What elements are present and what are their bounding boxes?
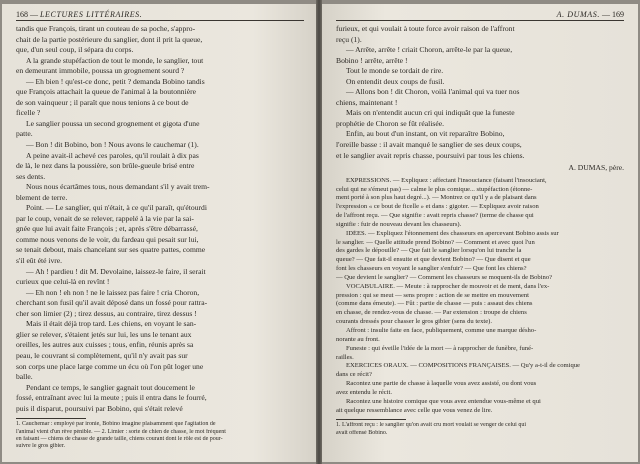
text-line: que, d'un seul coup, il sépara du corps.	[16, 45, 134, 55]
text-line: s'il eût été ivre.	[16, 256, 63, 266]
left-page-header: 168 — LECTURES LITTÉRAIRES.	[16, 10, 304, 21]
text-line: EXERCICES ORAUX. — COMPOSITIONS FRANÇAISES. — Qu'y a-t-il de comique	[346, 362, 580, 370]
text-line: signifie : fuir de nouveau devant les chasseurs).	[336, 220, 462, 228]
text-line: A la grande stupéfaction de tout le monde, le sanglier, tout	[26, 55, 204, 65]
text-line: Mais il était déjà trop tard. Les chiens, en voyant le san-	[26, 319, 197, 329]
text-line: et le sanglier avait repris chasse, poursuivi par tous les chiens.	[336, 150, 525, 160]
text-line: en chasse, de rendez-vous de chasse. — Par extension : troupe de chiens	[336, 309, 527, 317]
text-line: avez entendu le récit.	[336, 388, 393, 396]
right-footnotes	[336, 422, 624, 437]
right-page-header: A. DUMAS. — 169	[336, 10, 624, 21]
text-line: chait de la partie postérieure du sanglier, dont il prit la queue,	[16, 34, 203, 44]
text-line: chiens, maintenant !	[336, 97, 398, 107]
footnote-rule	[336, 419, 406, 420]
text-line: On entendit deux coups de fusil.	[346, 76, 445, 86]
text-line: pression : qui se meut — sens propre : action de se mettre en mouvement	[336, 291, 530, 299]
text-line: comme nous venons de le voir, du fardeau qui pesait sur lui,	[16, 234, 199, 244]
text-line: puis il disparut, poursuivi par Bobino, qui s'était relevé	[16, 403, 183, 413]
text-line: ficelle ?	[16, 108, 41, 118]
author-signature: A. DUMAS, père.	[568, 163, 624, 173]
text-line: Bobino ! arrête, arrête !	[336, 55, 408, 65]
text-line: ses dents.	[16, 171, 46, 181]
text-line: IDÉES. — Expliquez l'étonnement des chasseurs en apercevant Bobino assis sur	[346, 229, 559, 237]
text-line: norante au front.	[336, 335, 380, 343]
text-line: A peine avait-il achevé ces paroles, qu'il roulait à dix pas	[26, 150, 199, 160]
text-line: blement de terre.	[16, 192, 68, 202]
text-line: — Eh non ! eh non ! ne le laissez pas faire ! cria Choron,	[26, 287, 200, 297]
text-line: celui qui ne s'émeut pas) — calme le plus comique... stupéfaction (étonne-	[336, 185, 533, 193]
text-line: Enfin, au bout d'un instant, on vit reparaître Bobino,	[346, 129, 505, 139]
footnote-line: en faisant — chiens de chasse de grande taille, chiens courant dont le rôle est de pour-	[16, 436, 223, 443]
text-line: Tout le monde se tordait de rire.	[346, 66, 444, 76]
text-line: Nous nous écartâmes tous, nous demandant s'il y avait trem-	[26, 182, 210, 192]
left-page-number: 168	[16, 10, 28, 19]
text-line: balle.	[16, 372, 33, 382]
text-line: — Que devient le sanglier? — Comment les chasseurs se moquent-ils de Bobino?	[336, 273, 553, 281]
left-page	[2, 4, 316, 462]
text-line: glier se relever, s'étaient jetés sur lui, les uns le tenant aux	[16, 329, 192, 339]
text-line: furieux, et qui voulait à toute force avoir raison de l'affront	[336, 24, 515, 33]
text-line: ait quelque ressemblance avec celle que vous venez de lire.	[336, 406, 493, 414]
text-line: de son vainqueur ; il paraît que nous tenions à ce bout de	[16, 97, 189, 107]
text-line: — Allons bon ! dit Choron, voilà l'animal qui va tuer nos	[346, 87, 520, 97]
text-line: Racontez une histoire comique que vous avez entendue vous-même et qui	[346, 397, 541, 405]
text-line: patte.	[16, 129, 33, 139]
right-running-title: A. DUMAS.	[556, 10, 600, 19]
left-footnotes	[16, 421, 304, 451]
footnote-line: suivre le gros gibier.	[16, 443, 65, 450]
text-line: railles.	[336, 353, 354, 361]
text-line: de l'affront reçu. — Que signifie : avait repris chasse? (terme de chasse qui	[336, 212, 534, 220]
text-line: — Eh bien ! qu'est-ce donc, petit ? demanda Bobino tandis	[26, 76, 205, 86]
study-notes	[336, 177, 624, 416]
right-page	[322, 4, 638, 462]
text-line: cher son limier (2) ; tirez dessus, au contraire, tirez dessus !	[16, 308, 197, 318]
footnote-line: 1. L'affront reçu : le sanglier qu'on avait cru mort voulait se venger de celui qui	[336, 422, 526, 429]
text-line: tandis que François, tirant un couteau de sa poche, s'appro-	[16, 24, 196, 33]
text-line: Racontez une partie de chasse à laquelle vous avez assisté, ou dont vous	[346, 380, 537, 388]
left-page-body	[16, 24, 304, 414]
text-line: se tenait debout, mais chancelant sur ses quatre pattes, comme	[16, 245, 206, 255]
text-line: Le sanglier poussa un second grognement et gigota d'une	[26, 118, 200, 128]
right-page-number: 169	[612, 10, 624, 19]
text-line: cherchant son fusil qu'il avait déposé dans un fossé pour rattra-	[16, 298, 208, 308]
text-line: en demeurant immobile, poussa un grognement sourd ?	[16, 66, 185, 76]
text-line: (comme dans émeute). — Fût : partie de chasse — puis : assaut des chiens	[336, 300, 533, 308]
text-line: le sanglier. — Quelle attitude prend Bobino? — Comment et avec quoi l'un	[336, 238, 535, 246]
text-line: ment porté à son plus haut degré...). — Montrez ce qu'il y a de plaisant dans	[336, 194, 537, 202]
text-line: EXPRESSIONS. — Expliquez : affectant l'insouciance (faisant l'insouciant,	[346, 176, 547, 184]
text-line: son corps une place large comme un écu où l'on pût loger une	[16, 361, 204, 371]
left-running-title: LECTURES LITTÉRAIRES.	[40, 10, 143, 19]
text-line: gnée que lui avait faite François ; et, après s'être débarrassé,	[16, 224, 198, 234]
text-line: VOCABULAIRE. — Meute : à rapprocher de mouvoir et de ment, dans l'ex-	[346, 282, 550, 290]
text-line: peau, le couvrant si complètement, qu'il n'y avait pas sur	[16, 350, 188, 360]
text-line: courants dressés pour chasser le gros gibier (sens du texte).	[336, 318, 493, 326]
text-line: reçu (1).	[336, 34, 362, 44]
text-line: dans ce récit?	[336, 371, 372, 379]
text-line: Mais on n'entendit aucun cri qui indiquât que la funeste	[346, 108, 515, 118]
text-line: que François attachait la queue de l'animal à la boutonnière	[16, 87, 196, 97]
text-line: l'oreille basse : il avait manqué le sanglier de ses deux coups,	[336, 140, 522, 150]
footnote-line: avait offensé Bobino.	[336, 429, 388, 436]
text-line: de là, le nez dans la poussière, son brûle-gueule brisé entre	[16, 161, 195, 171]
text-line: Funeste : qui éveille l'idée de la mort — à rapprocher de funèbre, funé-	[346, 344, 534, 352]
text-line: Affront : insulte faite en face, publiquement, comme une marque désho-	[346, 327, 537, 334]
text-line: — Ah ! pardieu ! dit M. Devolaine, laissez-le faire, il serait	[26, 266, 206, 276]
footnote-line: l'animal vient d'un rêve pénible. — 2. Limier : sorte de chien de chasse, le mot fréquent	[16, 428, 226, 435]
text-line: — Bon ! dit Bobino, bon ! Nous avons le cauchemar (1).	[26, 140, 199, 150]
text-line: — Arrête, arrête ! criait Choron, arrête-le par la queue,	[346, 45, 513, 55]
text-line: fossé, entraînant avec lui la meute ; puis il entra dans le fourré,	[16, 393, 207, 403]
text-line: par le coup, venait de se relever, rappelé à la vie par la sai-	[16, 213, 194, 223]
text-line: font les chasseurs en voyant le sanglier s'enfuir? — Que font les chiens?	[336, 265, 527, 273]
text-line: oreilles, les autres aux cuisses ; tous, enfin, réunis après sa	[16, 340, 194, 350]
right-page-body	[336, 24, 624, 161]
footnote-line: 1. Cauchemar : employé par ironie, Bobino imagine plaisamment que l'agitation de	[16, 421, 216, 428]
text-line: prophétie de Choron se fût réalisée.	[336, 118, 444, 128]
text-line: l'expression « ce bout de ficelle » et dans : gigoter. — Expliquez avoir raison	[336, 203, 539, 211]
text-line: Point. — Le sanglier, qui n'était, à ce qu'il paraît, qu'étourdi	[26, 203, 207, 213]
text-line: queue? — Que fait-il ensuite et que devient Bobino? — Que disent et que	[336, 256, 531, 264]
text-line: curieux que celui-là en revînt !	[16, 277, 110, 287]
text-line: des gardes le dépouille? — Que fait le sanglier lorsqu'on lui tranche la	[336, 247, 522, 255]
footnote-rule	[16, 418, 86, 419]
text-line: Pendant ce temps, le sanglier gagnait tout doucement le	[26, 382, 195, 392]
